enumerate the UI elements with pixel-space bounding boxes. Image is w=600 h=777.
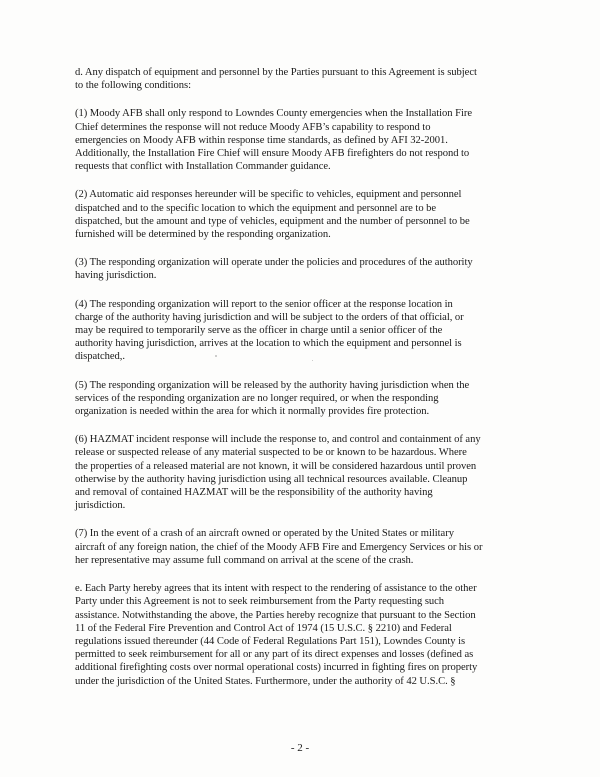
text-line: (7) In the event of a crash of an aircraft owned or operated by the United States or military — [75, 528, 454, 540]
text-line: emergencies on Moody AFB within response time standards, as defined by AFI 32-2001. — [75, 134, 448, 146]
text-line: jurisdiction. — [75, 500, 126, 512]
text-line: permitted to seek reimbursement for all or any part of its direct expenses and losses (defined as — [75, 649, 474, 661]
text-line: dispatched, but the amount and type of vehicles, equipment and the number of personnel to be — [75, 215, 470, 227]
text-line: dispatched,. — [75, 351, 125, 363]
text-line: otherwise by the authority having jurisdiction using all technical resources available. Cleanup — [75, 473, 468, 485]
paragraph-condition-4 — [75, 298, 545, 364]
scan-speck — [312, 360, 313, 361]
text-line: her representative may assume full command on arrival at the scene of the crash. — [75, 554, 414, 566]
text-line: charge of the authority having jurisdiction and will be subject to the orders of that official, or — [75, 311, 464, 323]
text-line: services of the responding organization are no longer required, or when the responding — [75, 392, 439, 404]
paragraph-condition-2 — [75, 188, 545, 241]
scan-speck — [215, 355, 217, 357]
paragraph-condition-3 — [75, 256, 545, 282]
paragraph-condition-6 — [75, 433, 545, 512]
text-line: authority having jurisdiction, arrives at the location to which the equipment and personnel is — [75, 338, 462, 350]
text-line: release or suspected release of any material suspected to be or known to be hazardous. Where — [75, 447, 467, 459]
text-line: may be required to temporarily serve as the officer in charge until a senior officer of the — [75, 325, 443, 337]
text-line: (4) The responding organization will report to the senior officer at the response location in — [75, 298, 453, 310]
text-line: organization is needed within the area for which it normally provides fire protection. — [75, 406, 430, 418]
text-line: and removal of contained HAZMAT will be the responsibility of the authority having — [75, 487, 433, 499]
page-number: - 2 - — [290, 742, 310, 754]
paragraph-d — [75, 66, 545, 92]
text-line: 11 of the Federal Fire Prevention and Control Act of 1974 (15 U.S.C. § 2210) and Federal — [75, 622, 452, 634]
text-line: d. Any dispatch of equipment and personnel by the Parties pursuant to this Agreement is subject — [75, 67, 477, 78]
text-line: requests that conflict with Installation Commander guidance. — [75, 161, 331, 173]
text-line: Additionally, the Installation Fire Chief will ensure Moody AFB firefighters do not respond to — [75, 148, 470, 160]
paragraph-condition-5 — [75, 379, 545, 419]
text-line: furnished will be determined by the responding organization. — [75, 229, 331, 241]
text-line: the properties of a released material are not known, it will be considered hazardous until proven — [75, 460, 477, 472]
text-line: (6) HAZMAT incident response will include the response to, and control and containment of any — [75, 434, 481, 446]
paragraph-condition-7 — [75, 527, 545, 567]
text-line: aircraft of any foreign nation, the chief of the Moody AFB Fire and Emergency Services or his or — [75, 541, 483, 553]
text-line: to the following conditions: — [75, 80, 192, 92]
text-line: e. Each Party hereby agrees that its intent with respect to the rendering of assistance to the other — [75, 583, 477, 595]
paragraph-condition-1 — [75, 107, 545, 173]
text-line: dispatched and to the specific location to which the equipment and personnel are to be — [75, 202, 437, 214]
text-line: under the jurisdiction of the United States. Furthermore, under the authority of 42 U.S.C. § — [75, 675, 456, 687]
text-line: (3) The responding organization will operate under the policies and procedures of the authority — [75, 257, 473, 269]
text-line: assistance. Notwithstanding the above, the Parties hereby recognize that pursuant to the Section — [75, 609, 476, 621]
text-line: Chief determines the response will not reduce Moody AFB’s capability to respond to — [75, 121, 431, 133]
paragraph-e — [75, 582, 545, 688]
text-line: having jurisdiction. — [75, 270, 157, 282]
text-line: additional firefighting costs over normal operational costs) incurred in fighting fires on property — [75, 662, 478, 674]
text-line: Party under this Agreement is not to seek reimbursement from the Party requesting such — [75, 596, 445, 608]
text-line: regulations issued thereunder (44 Code of Federal Regulations Part 151), Lowndes County is — [75, 635, 466, 647]
text-line: (1) Moody AFB shall only respond to Lowndes County emergencies when the Installation Fire — [75, 108, 472, 120]
document-body — [75, 66, 545, 703]
text-line: (5) The responding organization will be released by the authority having jurisdiction when the — [75, 379, 470, 391]
text-line: (2) Automatic aid responses hereunder will be specific to vehicles, equipment and personnel — [75, 189, 462, 201]
